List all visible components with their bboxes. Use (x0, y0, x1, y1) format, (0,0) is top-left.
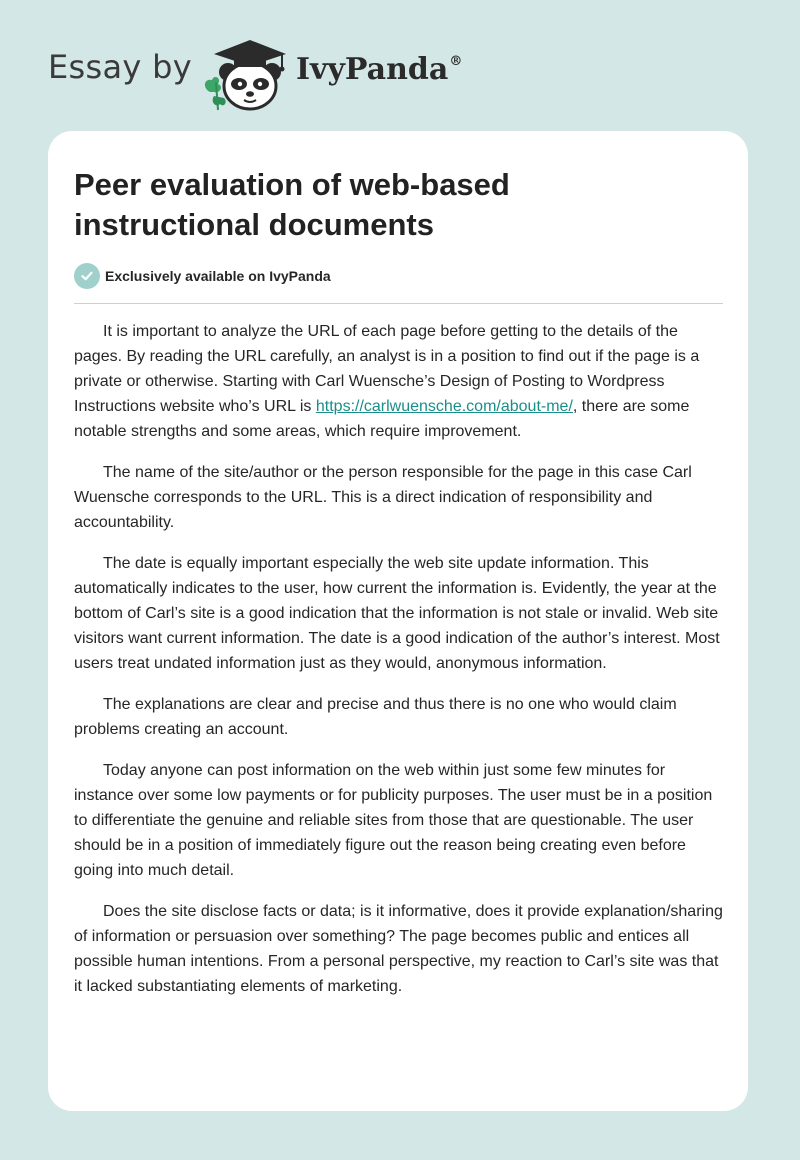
panda-logo-icon[interactable] (200, 34, 296, 114)
divider (74, 303, 723, 304)
paragraph: The explanations are clear and precise and thus there is no one who would claim problems creating an account. (74, 696, 677, 738)
brand-label: IvyPanda (296, 52, 449, 87)
brand-name[interactable] (296, 52, 462, 87)
paragraph: Does the site disclose facts or data; is it informative, does it provide explanation/sharing of information or persuasion over something? The page becomes public and entices all possible human intentions. From a personal perspective, my reaction to Carl’s site was that it lacked substantiating elements of marketing. (74, 903, 723, 995)
exclusive-badge-label: Exclusively available on IvyPanda (105, 268, 331, 284)
checkmark-icon (74, 263, 100, 289)
site-header (48, 34, 548, 114)
essay-card (48, 131, 748, 1111)
paragraph: Today anyone can post information on the web within just some few minutes for instance over some low payments or for publicity purposes. The user must be in a position to differentiate the genuine and reliable sites from those that are questionable. The user should be in a position of immediately figure out the reason being creating even before going into much detail. (74, 762, 713, 879)
paragraph: The name of the site/author or the person responsible for the page in this case Carl Wuensche corresponds to the URL. This is a direct indication of responsibility and accountability. (74, 464, 692, 531)
essay-title: Peer evaluation of web-based instructional documents (74, 167, 510, 242)
exclusive-badge (74, 263, 331, 289)
trademark-mark: ® (449, 54, 463, 69)
source-url-link[interactable]: https://carlwuensche.com/about-me/ (315, 398, 573, 415)
paragraph-text: It is important to analyze the URL of each page before getting to the details of the pages. By reading the URL carefully, an analyst is in a position to find out if the page is a private or otherwise. Starting with Carl Wuensche’s Design of Posting to Wordpress Instructions website who’s URL is (74, 323, 700, 415)
paragraph-text: , there are some notable strengths and some areas, which require improvement. (74, 398, 690, 440)
paragraph (74, 319, 726, 444)
paragraph: The date is equally important especially the web site update information. This automatically indicates to the user, how current the information is. Evidently, the year at the bottom of Carl’s site is a good indication that the information is not stale or invalid. Web site visitors want current information. The date is a good indication of the author’s interest. Most users treat undated information just as they would, anonymous information. (74, 555, 720, 672)
essay-body (74, 319, 726, 1015)
essay-by-label: Essay by (48, 48, 192, 86)
